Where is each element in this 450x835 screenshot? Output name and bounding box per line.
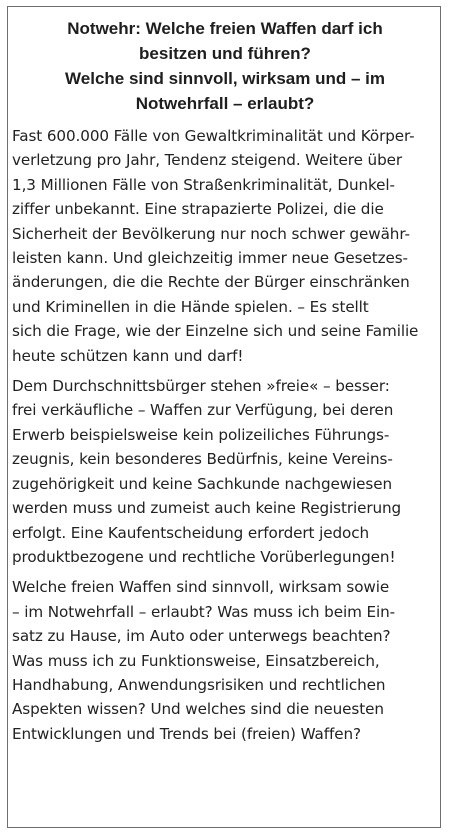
text-line: und Kriminellen in die Hände spielen. – Es stellt [12, 297, 369, 316]
text-line: sich die Frage, wie der Einzelne sich und seine Familie [12, 322, 419, 341]
text-line: Was muss ich zu Funktionsweise, Einsatzbereich, [12, 651, 380, 670]
text-line: änderungen, die die Rechte der Bürger einschränken [12, 273, 410, 292]
text-line: heute schützen kann und darf! [12, 346, 244, 365]
text-line: verletzung pro Jahr, Tendenz steigend. Weitere über [12, 151, 403, 170]
title-line: Welche sind sinnvoll, wirksam und – im [65, 69, 385, 88]
text-line: Entwicklungen und Trends bei (freien) Waffen? [12, 724, 361, 743]
text-line: Dem Durchschnittsbürger stehen »freie« – besser: [12, 377, 390, 396]
text-line: zugehörigkeit und keine Sachkunde nachgewiesen [12, 474, 393, 493]
text-line: werden muss und zumeist auch keine Registrierung [12, 499, 402, 518]
text-line: Welche freien Waffen sind sinnvoll, wirksam sowie [12, 578, 390, 597]
text-line: Fast 600.000 Fälle von Gewaltkriminalität und Körper- [12, 127, 415, 145]
title-line: Notwehr: Welche freien Waffen darf ich [67, 19, 383, 38]
text-line: – im Notwehrfall – erlaubt? Was muss ich beim Ein- [12, 602, 396, 621]
questions-paragraph [12, 575, 438, 746]
free-weapons-paragraph [12, 374, 438, 569]
title-line: besitzen und führen? [139, 44, 311, 63]
text-line: Sicherheit der Bevölkerung nur noch schwer gewähr- [12, 224, 410, 243]
intro-paragraph [12, 124, 438, 368]
text-line: satz zu Hause, im Auto oder unterwegs beachten? [12, 627, 391, 646]
text-line: Erwerb beispielsweise kein polizeiliches Führungs- [12, 425, 390, 444]
text-line: produktbezogene und rechtliche Vorüberlegungen! [12, 547, 396, 566]
page-title [12, 16, 438, 116]
title-line: Notwehrfall – erlaubt? [135, 94, 315, 113]
text-line: Handhabung, Anwendungsrisiken und rechtlichen [12, 675, 386, 694]
text-line: ziffer unbekannt. Eine strapazierte Polizei, die die [12, 200, 384, 219]
text-line: Aspekten wissen? Und welches sind die neuesten [12, 700, 384, 719]
text-line: erfolgt. Eine Kaufentscheidung erfordert jedoch [12, 523, 370, 542]
text-line: leisten kann. Und gleichzeitig immer neue Gesetzes- [12, 249, 408, 268]
text-line: frei verkäufliche – Waffen zur Verfügung, bei deren [12, 401, 394, 420]
text-line: zeugnis, kein besonderes Bedürfnis, keine Vereins- [12, 450, 393, 469]
text-line: 1,3 Millionen Fälle von Straßenkriminalität, Dunkel- [12, 175, 395, 194]
